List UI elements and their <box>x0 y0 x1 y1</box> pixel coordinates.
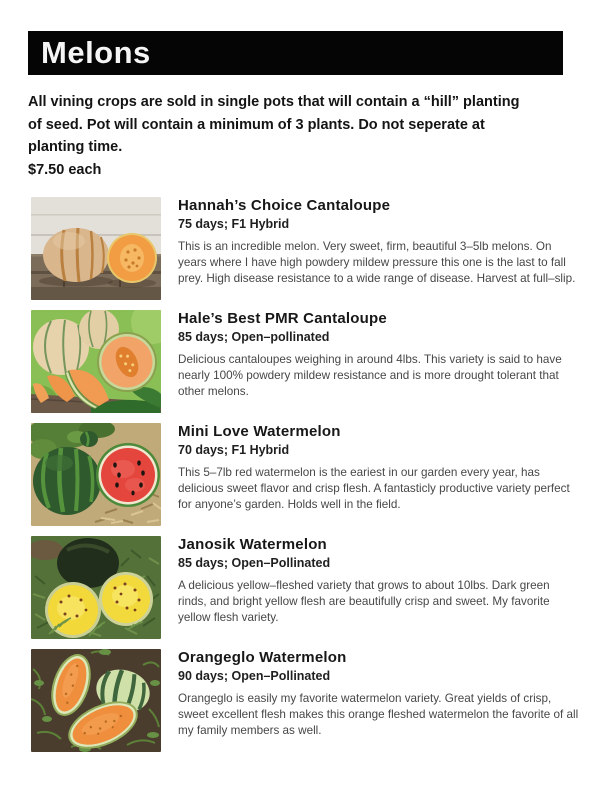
watermelon-photo-illustration <box>31 649 161 752</box>
catalog-entries <box>31 197 612 752</box>
product-title: Hannah’s Choice Cantaloupe <box>178 197 391 214</box>
product-days: 90 days; Open–Pollinated <box>178 669 331 683</box>
janosik-photo <box>31 536 161 639</box>
catalog-row <box>31 649 612 752</box>
entry-text-block <box>178 310 580 413</box>
product-description: A delicious yellow–fleshed variety that grows to about 10lbs. Dark green rinds, and bright yellow flesh are beautifully crisp and sweet. My favorite yellow flesh variety. <box>178 579 550 624</box>
watermelon-photo-illustration <box>31 423 161 526</box>
product-description: Orangeglo is easily my favorite watermelon variety. Great yields of crisp, sweet excellent flesh makes this orange fleshed watermelon the favorite of all my family members as well. <box>178 692 579 737</box>
catalog-row <box>31 197 612 300</box>
watermelon-photo-illustration <box>31 536 161 639</box>
product-days: 75 days; F1 Hybrid <box>178 217 290 231</box>
product-description: Delicious cantaloupes weighing in around 4lbs. This variety is said to have nearly 100% powdery mildew resistance and is more drought tolerant that other melons. <box>178 353 562 398</box>
product-title: Orangeglo Watermelon <box>178 649 347 666</box>
entry-text-block <box>178 536 580 639</box>
page-title-bar <box>28 31 563 75</box>
product-title: Mini Love Watermelon <box>178 423 341 440</box>
product-title: Hale’s Best PMR Cantaloupe <box>178 310 387 327</box>
price-text: $7.50 each <box>28 161 102 178</box>
product-days: 85 days; Open–pollinated <box>178 330 330 344</box>
hales-best-photo <box>31 310 161 413</box>
product-days: 70 days; F1 Hybrid <box>178 443 290 457</box>
product-description: This 5–7lb red watermelon is the eariest in our garden every year, has delicious sweet flavor and crisp flesh. A fantasticly productive variety perfect for anyone’s garden. Holds well in the field. <box>178 466 570 511</box>
cantaloupe-photo-illustration <box>31 197 161 300</box>
entry-text-block <box>178 649 580 752</box>
orangeglo-photo <box>31 649 161 752</box>
cantaloupe-photo-illustration <box>31 310 161 413</box>
entry-text-block <box>178 197 580 300</box>
mini-love-photo <box>31 423 161 526</box>
product-description: This is an incredible melon. Very sweet, firm, beautiful 3–5lb melons. On years where I have high powdery mildew pressure this one is the last to fall prey. High disease resistance to a wide range of disease. Harvest at full–slip. <box>178 240 576 285</box>
product-title: Janosik Watermelon <box>178 536 327 553</box>
catalog-row <box>31 536 612 639</box>
catalog-row <box>31 423 612 526</box>
page-title: Melons <box>41 35 151 70</box>
catalog-row <box>31 310 612 413</box>
hannahs-choice-photo <box>31 197 161 300</box>
entry-text-block <box>178 423 580 526</box>
intro-text: All vining crops are sold in single pots that will contain a “hill” planting of seed. Pot will contain a minimum of 3 plants. Do not seperate at planting time. <box>28 94 520 155</box>
product-days: 85 days; Open–Pollinated <box>178 556 331 570</box>
